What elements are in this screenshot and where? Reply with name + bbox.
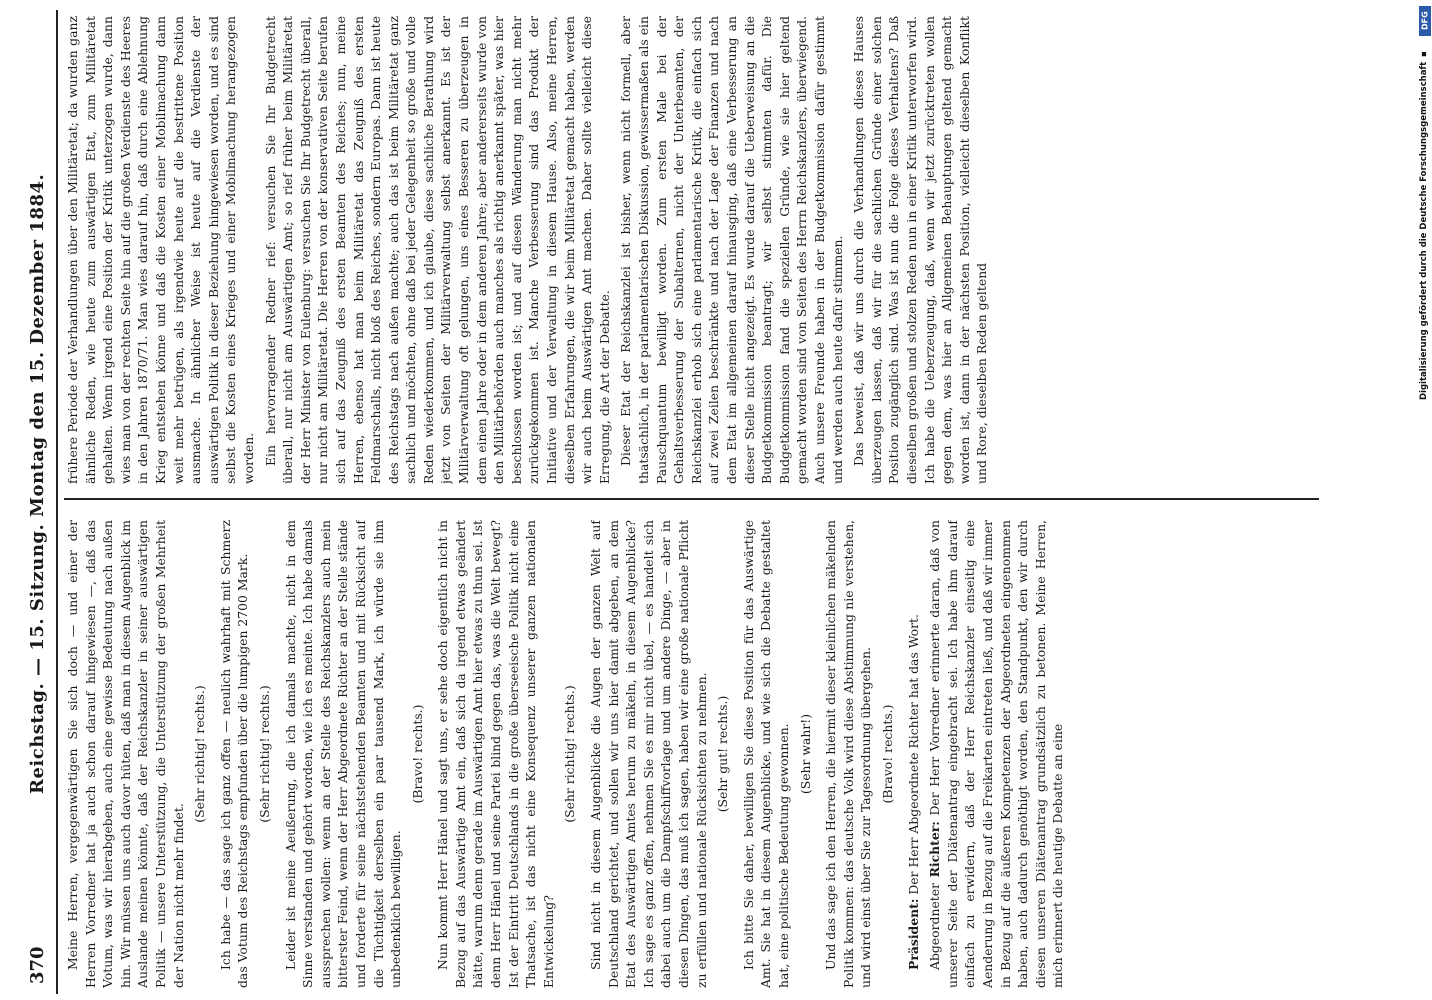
remark: (Bravo! rechts.) — [879, 704, 895, 804]
paragraph: Dieser Etat der Reichskanzlei ist bisher, wenn nicht formell, aber thatsächlich, in der parlamentarischen Diskussion, gewissermaßen als ein Pauschquantum bewilligt worden. Zum ersten Male bei der Gehaltsverbesserung der Subalternen, nicht der Unterbeamten, der Reichskanzlei erhob sich eine parlamentarische Kritik, die einfach sich auf zwei Zeilen beschränkte und nach der Lage der Finanzen und nach dem Etat im allgemeinen darauf hinausging, daß eine Verbesserung an dieser Stelle nicht angezeigt. Es wurde darauf die Ueberweisung an die Budgetkommission beantragt; wir selbst stimmten dafür. Die Budgetkommission fand die speziellen Gründe, wie sie hier geltend gemacht worden sind von Seiten des Herrn Reichskanzlers, überwiegend. Auch unsere Freunde haben in der Budgetkommission dafür gestimmt und werden auch heute dafür stimmen. — [618, 16, 845, 484]
page-title: Reichstag. — 15. Sitzung. Montag den 15. Dezember 1884. — [27, 173, 48, 794]
speaker-name: Richter: — [927, 821, 943, 878]
column-divider — [64, 498, 1319, 500]
speech-text: Der Herr Vorredner erinnerte daran, daß von unserer Seite der Diätenantrag eingebracht sei. Ich habe ihm darauf einfach zu erwidern, daß der Herr Reichskanzler einseitig eine Aenderung in Bezug auf die Freikarten eintreten ließ, und daß wir immer in Bezug auf die äußeren Kompetenzen der Abgeordneten eingenommen haben, auch dadurch genöthigt worden, den Standpunkt, den wir durch diesen unseren Diätenantrag grundsätzlich zu betonen. Meine Herren, mich erinnert die heutige Debatte an eine — [927, 520, 1066, 988]
remark: (Sehr gut! rechts.) — [715, 695, 731, 813]
digitization-credit: Digitalisierung gefördert durch die Deutsche Forschungsgemeinschaft ▪ — [1419, 48, 1429, 400]
paragraph: Ich bitte Sie daher, bewilligen Sie diese Position für das Auswärtige Amt. Sie hat in diesem Augenblicke, und wie sich die Debatte gestaltet hat, eine politische Bedeutung gewonnen. — [740, 520, 791, 988]
remark: (Sehr richtig! rechts.) — [562, 685, 578, 823]
remark: (Bravo! rechts.) — [409, 704, 425, 804]
president-text: Der Herr Abgeordnete Richter hat das Wort. — [905, 614, 921, 895]
paragraph: Ich habe — das sage ich ganz offen — neulich wahrhaft mit Schmerz das Votum des Reichstags empfunden über die lumpigen 2700 Mark. — [217, 520, 251, 988]
remark: (Sehr wahr!) — [797, 713, 813, 795]
paragraph: Leider ist meine Aeußerung, die ich damals machte, nicht in dem Sinne verstanden und gehört worden, wie ich es meinte. Ich habe damals aussprechen wollen: wenn an der Stelle des Reichskanzlers auch mein bitterster Feind, wenn der Herr Abgeordnete Richter an der Stelle stände und forderte für seine nächststehenden Beamten und mit Rücksicht auf die Tüchtigkeit derselben ein paar tausend Mark, ich würde sie ihm unbedenklich bewilligen. — [282, 520, 404, 988]
speaker-label: Präsident: — [905, 898, 921, 970]
right-column — [64, 16, 1319, 484]
page-header — [26, 6, 52, 994]
paragraph: Das beweist, daß wir uns durch die Verhandlungen dieses Hauses überzeugen lassen, daß wir für die sachlichen Gründe einer solchen Position zugänglich sind. Was ist nun die Folge dieses Verhaltens? Daß dieselben großen und stolzen Reden nun in einer Kritik unterworfen wird. Ich habe die Ueberzeugung, daß, wenn wir jetzt zurücktreten wollen gegen dem, was hier an Allgemeinen Behauptungen geltend gemacht worden ist, dann in der nächsten Position, vielleicht dieselben Konflikt und Rore, dieselben Reden geltend — [851, 16, 990, 484]
remark: (Sehr richtig! rechts.) — [192, 685, 208, 823]
left-column — [64, 520, 1319, 988]
speech-paragraph — [926, 520, 1067, 988]
paragraph: Und das sage ich den Herren, die hiermit dieser kleinlichen mäkelnden Politik kommen: das deutsche Volk wird diese Abstimmung nie verstehen, und wird einst über Sie zur Tagesordnung übergehen. — [823, 520, 874, 988]
header-rule — [56, 10, 58, 994]
page-number: 370 — [27, 946, 48, 984]
dfg-logo: DFG — [1419, 6, 1431, 36]
paragraph: Sind nicht in diesem Augenblicke die Augen der ganzen Welt auf Deutschland gerichtet, und sollen wir uns hier damit abgeben, an dem Etat des Auswärtigen Amtes herum zu mäkeln, in diesem Augenblicke? Ich sage es ganz offen, nehmen Sie es mir nicht übel, — es handelt sich dabei auch um die Dampfschiffvorlage und um andere Dinge, — aber in diesen Dingen, das muß ich sagen, haben wir eine große nationale Pflicht zu erfüllen und nationale Rücksichten zu nehmen. — [588, 520, 709, 988]
remark: (Sehr richtig! rechts.) — [256, 685, 272, 823]
paragraph: Meine Herren, vergegenwärtigen Sie sich doch — und einer der Herren Vorredner hat ja auch schon darauf hingewiesen —, daß das Votum, was wir hierabgeben, auch eine gewisse Bedeutung nach außen hin. Wir müssen uns auch davor hüten, daß man in diesem Augenblick im Auslande meinen könnte, daß der Reichskanzler in seiner auswärtigen Politik — unsere Unterstützung, die Unterstützung der großen Mehrheit der Nation nicht mehr findet. — [65, 520, 186, 988]
paragraph: frühere Periode der Verhandlungen über den Militäretat; da wurden ganz ähnliche Reden, wie heute zum auswärtigen Etat, zum Militäretat gehalten. Wenn irgend eine Position der Kritik unterzogen wurde, dann wies man von der rechten Seite hin auf die großen Verdienste des Heeres in den Jahren 1870/71. Man wies darauf hin, daß durch eine Ablehnung Krieg entstehen könne und daß die Kosten einer Mobilmachung dann weit mehr betrügen, als irgendwie heute auf die bestrittene Position ausmache. In ähnlicher Weise ist heute auf die Verdienste der auswärtigen Politik in dieser Beziehung hingewiesen worden, und es sind selbst die Kosten eines Krieges und einer Mobilmachung herangezogen worden. — [65, 16, 256, 484]
paragraph: Nun kommt Herr Hänel und sagt uns, er sehe doch eigentlich nicht in Bezug auf das Auswärtige Amt ein, daß sich da irgend etwas geändert hätte, warum denn gerade im Auswärtigen Amt hier etwas zu thun sei. Ist denn Herr Hänel und seine Partei blind gegen das, was die Welt bewegt? Ist der Eintritt Deutschlands in die große überseeische Politik nicht eine Thatsache, ist das nicht eine Konsequenz unserer ganzen nationalen Entwickelung? — [435, 520, 556, 988]
speaker-intro: Abgeordneter — [927, 882, 943, 970]
paragraph: Ein hervorragender Redner rief: versuchen Sie Ihr Budgetrecht überall, nur nicht am Auswärtigen Amt; so rief früher beim Militäretat der Herr Minister von Eulenburg: versuchen Sie Ihr Budgetrecht überall, nur nicht am Militäretat. Die Herren von der konservativen Seite berufen sich auf das Zeugniß des ersten Beamten des Reiches; nun, meine Herren, ebenso hat man beim Militäretat das Zeugniß des ersten Feldmarschalls, nicht bloß des Reiches, sondern Europas. Dann ist heute des Reichstags nach außen machte; auch das ist beim Militäretat ganz sachlich und möchten, ohne daß bei jeder Gelegenheit so große und volle Reden wiederkommen, und ich glaube, diese sachliche Berathung wird jetzt von Seiten der Militärverwaltung selbst anerkannt. Es ist der Militärverwaltung oft gelungen, uns eines Besseren zu überzeugen in dem einen Jahre oder in dem anderen Jahre; aber andererseits wurde von den Militärbehörden auch manches als richtig anerkannt später, was hier beschlossen worden ist; und auf diesen Wänderung man nicht mehr zurückgekommen ist. Manche Verbesserung sind das Produkt der Initiative und der Verwaltung in diesem Hause. Also, meine Herren, dieselben Erfahrungen, die wir beim Militäretat gemacht haben, werden wir auch beim Auswärtigen Amt machen. Daher sollte vielleicht diese Erregung, die Art der Debatte. — [262, 16, 612, 484]
president-line — [905, 520, 923, 988]
